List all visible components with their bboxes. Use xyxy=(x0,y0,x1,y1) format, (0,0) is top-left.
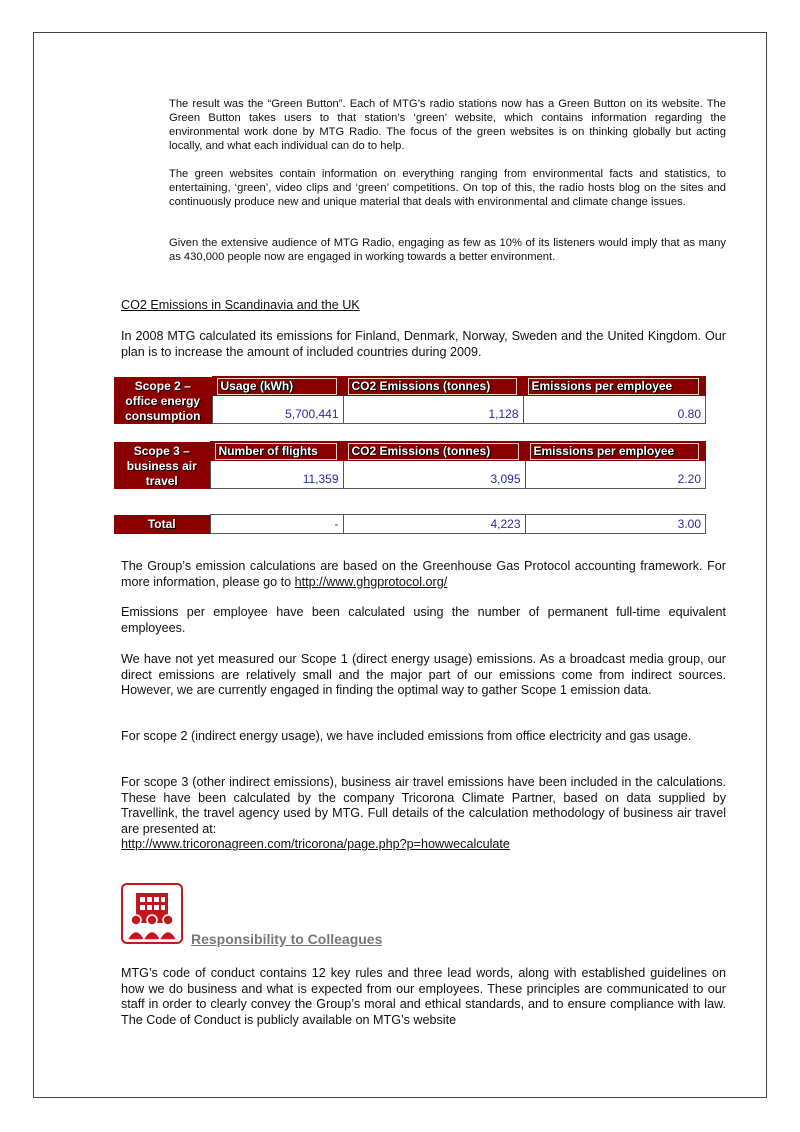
scope2-col-co2: CO2 Emissions (tonnes) xyxy=(348,378,517,395)
note-scope1: We have not yet measured our Scope 1 (direct energy usage) emissions. As a broadcast media group, our direct emissions are relatively small and the major part of our emissions come from indirect sources. However, we are currently engaged in finding the optimal way to gather Scope 1 emission data. xyxy=(121,652,726,698)
scope2-col-per-employee: Emissions per employee xyxy=(528,378,700,395)
total-per-employee-value: 3.00 xyxy=(525,515,706,534)
scope2-co2-value: 1,128 xyxy=(343,396,523,424)
total-table xyxy=(114,514,706,534)
note-scope3-text: For scope 3 (other indirect emissions), business air travel emissions have been included in the calculations. These have been calculated by the company Tricorona Climate Partner, based on data supplied by Travellink, the travel agency used by MTG. Full details of the calculation methodology of business air travel are presented at: xyxy=(121,775,726,836)
note-per-employee: Emissions per employee have been calculated using the number of permanent full-time equivalent employees. xyxy=(121,605,726,635)
intro-paragraph-1: The result was the “Green Button”. Each of MTG’s radio stations now has a Green Button on its website. The Green Button takes users to that station’s ‘green’ website, which contains information regarding the environmental work done by MTG Radio. The focus of the green websites is on thinking globally but acting locally, and what each individual can do to help. xyxy=(169,98,726,152)
total-dash-value: - xyxy=(210,515,343,534)
ghgprotocol-link[interactable]: http://www.ghgprotocol.org/ xyxy=(294,574,448,589)
scope2-col-usage: Usage (kWh) xyxy=(217,378,337,395)
scope3-table xyxy=(114,441,706,489)
note-scope3 xyxy=(121,775,726,853)
responsibility-text: MTG’s code of conduct contains 12 key rules and three lead words, along with established guidelines on how we do business and what is expected from our employees. These principles are communicated to our staff in order to clearly convey the Group’s moral and ethical standards, and to ensure compliance with law. The Code of Conduct is publicly available on MTG’s website xyxy=(121,966,726,1027)
scope2-usage-value: 5,700,441 xyxy=(212,396,343,424)
note-ghg-text: The Group’s emission calculations are based on the Greenhouse Gas Protocol accounting framework. For more information, please go to xyxy=(121,559,726,589)
total-row-header: Total xyxy=(114,515,210,534)
co2-heading: CO2 Emissions in Scandinavia and the UK xyxy=(121,298,360,312)
note-scope2: For scope 2 (indirect energy usage), we have included emissions from office electricity and gas usage. xyxy=(121,729,692,743)
responsibility-title: Responsibility to Colleagues xyxy=(191,931,383,947)
colleagues-building-icon xyxy=(121,883,183,944)
scope3-co2-value: 3,095 xyxy=(343,461,525,489)
scope2-row-header: Scope 2 – office energy consumption xyxy=(114,377,212,424)
scope2-per-employee-value: 0.80 xyxy=(523,396,706,424)
scope2-table xyxy=(114,376,706,424)
tricorona-link[interactable]: http://www.tricoronagreen.com/tricorona/page.php?p=howwecalculate xyxy=(121,837,510,852)
intro-paragraph-2: The green websites contain information on everything ranging from environmental facts and statistics, to entertaining, ‘green’, video clips and ‘green’ competitions. On top of this, the radio hosts blog on the sites and continuously produce new and unique material that deals with environmental and climate change issues. xyxy=(169,168,726,208)
total-co2-value: 4,223 xyxy=(343,515,525,534)
scope3-row-header: Scope 3 – business air travel xyxy=(114,442,210,489)
co2-intro: In 2008 MTG calculated its emissions for Finland, Denmark, Norway, Sweden and the United Kingdom. Our plan is to increase the amount of included countries during 2009. xyxy=(121,329,726,359)
intro-paragraph-3: Given the extensive audience of MTG Radio, engaging as few as 10% of its listeners would imply that as many as 430,000 people now are engaged in working towards a better environment. xyxy=(169,237,726,263)
scope3-col-per-employee: Emissions per employee xyxy=(530,443,700,460)
note-ghg-protocol xyxy=(121,559,726,590)
scope3-per-employee-value: 2.20 xyxy=(525,461,706,489)
scope3-col-co2: CO2 Emissions (tonnes) xyxy=(348,443,519,460)
scope3-flights-value: 11,359 xyxy=(210,461,343,489)
scope3-col-flights: Number of flights xyxy=(215,443,337,460)
